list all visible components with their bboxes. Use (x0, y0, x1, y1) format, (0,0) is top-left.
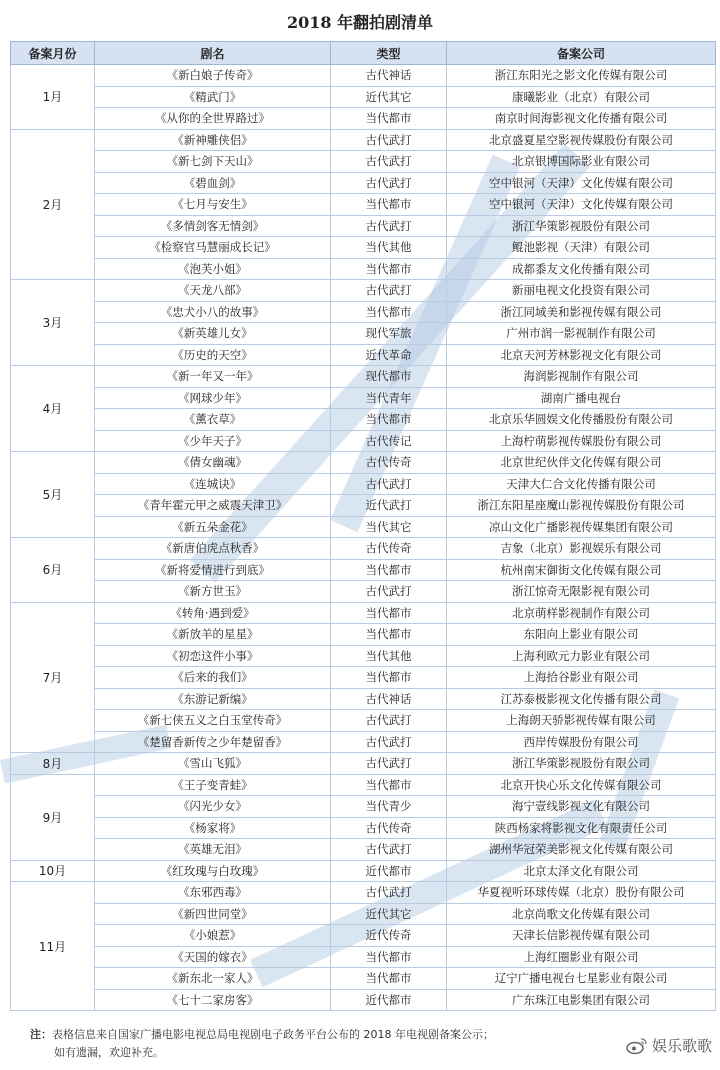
table-row (11, 495, 716, 517)
company-cell: 上海利欧元力影业有限公司 (447, 645, 716, 667)
table-row (11, 452, 716, 474)
drama-title-cell: 《初恋这件小事》 (95, 645, 331, 667)
genre-cell: 当代都市 (331, 624, 447, 646)
month-cell: 11月 (11, 882, 95, 1011)
table-row (11, 774, 716, 796)
table-row (11, 710, 716, 732)
company-cell: 北京银博国际影业有限公司 (447, 151, 716, 173)
genre-cell: 古代武打 (331, 215, 447, 237)
footnote (30, 1026, 590, 1062)
table-header-row (11, 42, 716, 65)
genre-cell: 现代军旅 (331, 323, 447, 345)
drama-title-cell: 《新方世玉》 (95, 581, 331, 603)
table-row (11, 645, 716, 667)
table-row (11, 237, 716, 259)
drama-title-cell: 《少年天子》 (95, 430, 331, 452)
genre-cell: 近代革命 (331, 344, 447, 366)
table-row (11, 344, 716, 366)
genre-cell: 古代武打 (331, 280, 447, 302)
drama-title-cell: 《倩女幽魂》 (95, 452, 331, 474)
table-row (11, 903, 716, 925)
table-row (11, 430, 716, 452)
drama-title-cell: 《小娘惹》 (95, 925, 331, 947)
drama-title-cell: 《精武门》 (95, 86, 331, 108)
genre-cell: 古代神话 (331, 688, 447, 710)
company-cell: 北京尚歌文化传媒有限公司 (447, 903, 716, 925)
drama-title-cell: 《新唐伯虎点秋香》 (95, 538, 331, 560)
company-cell: 辽宁广播电视台七星影业有限公司 (447, 968, 716, 990)
footnote-label: 注： (30, 1028, 52, 1041)
drama-title-cell: 《东游记新编》 (95, 688, 331, 710)
month-cell: 8月 (11, 753, 95, 775)
company-cell: 北京萌样影视制作有限公司 (447, 602, 716, 624)
genre-cell: 古代神话 (331, 65, 447, 87)
genre-cell: 当代其他 (331, 237, 447, 259)
genre-cell: 近代都市 (331, 860, 447, 882)
genre-cell: 近代其它 (331, 903, 447, 925)
company-cell: 天津长信影视传媒有限公司 (447, 925, 716, 947)
drama-title-cell: 《青年霍元甲之威震天津卫》 (95, 495, 331, 517)
genre-cell: 古代武打 (331, 581, 447, 603)
company-cell: 吉象（北京）影视娱乐有限公司 (447, 538, 716, 560)
company-cell: 浙江同域美和影视传媒有限公司 (447, 301, 716, 323)
company-cell: 空中银河（天津）文化传媒有限公司 (447, 194, 716, 216)
drama-title-cell: 《七十二家房客》 (95, 989, 331, 1011)
company-cell: 北京盛夏星空影视传媒股份有限公司 (447, 129, 716, 151)
company-cell: 浙江华策影视股份有限公司 (447, 753, 716, 775)
table-row (11, 882, 716, 904)
header-month: 备案月份 (11, 42, 95, 65)
company-cell: 陕西杨家将影视文化有限责任公司 (447, 817, 716, 839)
table-row (11, 301, 716, 323)
footnote-line-2 (30, 1044, 590, 1062)
genre-cell: 当代都市 (331, 301, 447, 323)
company-cell: 海宁壹线影视文化有限公司 (447, 796, 716, 818)
genre-cell: 当代都市 (331, 946, 447, 968)
table-row (11, 108, 716, 130)
drama-title-cell: 《楚留香新传之少年楚留香》 (95, 731, 331, 753)
table-row (11, 581, 716, 603)
company-cell: 北京乐华圆娱文化传播股份有限公司 (447, 409, 716, 431)
company-cell: 浙江惊奇无限影视有限公司 (447, 581, 716, 603)
drama-title-cell: 《王子变青蛙》 (95, 774, 331, 796)
drama-title-cell: 《新将爱情进行到底》 (95, 559, 331, 581)
table-row (11, 688, 716, 710)
drama-title-cell: 《红玫瑰与白玫瑰》 (95, 860, 331, 882)
table-row (11, 559, 716, 581)
month-cell: 5月 (11, 452, 95, 538)
month-cell: 10月 (11, 860, 95, 882)
table-row (11, 215, 716, 237)
genre-cell: 当代都市 (331, 602, 447, 624)
weibo-watermark (626, 1035, 712, 1056)
header-title: 剧名 (95, 42, 331, 65)
company-cell: 凉山文化广播影视传媒集团有限公司 (447, 516, 716, 538)
drama-title-cell: 《转角·遇到爱》 (95, 602, 331, 624)
drama-title-cell: 《检察官马慧丽成长记》 (95, 237, 331, 259)
table-row (11, 516, 716, 538)
company-cell: 江苏泰极影视文化传播有限公司 (447, 688, 716, 710)
drama-title-cell: 《网球少年》 (95, 387, 331, 409)
footnote-text-1: 表格信息来自国家广播电影电视总局电视剧电子政务平台公布的 2018 年电视剧备案公示； (52, 1028, 494, 1041)
company-cell: 南京时间海影视文化传播有限公司 (447, 108, 716, 130)
header-genre: 类型 (331, 42, 447, 65)
company-cell: 广州市润一影视制作有限公司 (447, 323, 716, 345)
drama-title-cell: 《新神雕侠侣》 (95, 129, 331, 151)
drama-title-cell: 《新东北一家人》 (95, 968, 331, 990)
drama-title-cell: 《薰衣草》 (95, 409, 331, 431)
table-row (11, 968, 716, 990)
company-cell: 空中银河（天津）文化传媒有限公司 (447, 172, 716, 194)
genre-cell: 当代青少 (331, 796, 447, 818)
table-row (11, 989, 716, 1011)
table-row (11, 323, 716, 345)
genre-cell: 古代武打 (331, 129, 447, 151)
table-row (11, 280, 716, 302)
drama-title-cell: 《天龙八部》 (95, 280, 331, 302)
drama-title-cell: 《新一年又一年》 (95, 366, 331, 388)
drama-title-cell: 《英雄无泪》 (95, 839, 331, 861)
company-cell: 康曦影业（北京）有限公司 (447, 86, 716, 108)
genre-cell: 近代武打 (331, 495, 447, 517)
company-cell: 湖州华冠荣美影视文化传媒有限公司 (447, 839, 716, 861)
table-row (11, 538, 716, 560)
genre-cell: 近代都市 (331, 989, 447, 1011)
month-cell: 1月 (11, 65, 95, 130)
table-row (11, 860, 716, 882)
company-cell: 鲲池影视（天津）有限公司 (447, 237, 716, 259)
genre-cell: 古代武打 (331, 753, 447, 775)
genre-cell: 当代都市 (331, 194, 447, 216)
drama-title-cell: 《杨家将》 (95, 817, 331, 839)
drama-title-cell: 《泡芙小姐》 (95, 258, 331, 280)
table-row (11, 65, 716, 87)
company-cell: 浙江华策影视股份有限公司 (447, 215, 716, 237)
table-row (11, 796, 716, 818)
company-cell: 上海红圈影业有限公司 (447, 946, 716, 968)
company-cell: 北京世纪伙伴文化传媒有限公司 (447, 452, 716, 474)
company-cell: 北京太泽文化有限公司 (447, 860, 716, 882)
drama-title-cell: 《新五朵金花》 (95, 516, 331, 538)
genre-cell: 当代青年 (331, 387, 447, 409)
drama-title-cell: 《新英雄儿女》 (95, 323, 331, 345)
drama-table (10, 41, 716, 1011)
footnote-line-1 (30, 1026, 590, 1044)
company-cell: 海润影视制作有限公司 (447, 366, 716, 388)
drama-title-cell: 《从你的全世界路过》 (95, 108, 331, 130)
table-row (11, 387, 716, 409)
table-row (11, 86, 716, 108)
genre-cell: 当代其他 (331, 645, 447, 667)
table-row (11, 473, 716, 495)
month-cell: 3月 (11, 280, 95, 366)
company-cell: 天津大仁合文化传播有限公司 (447, 473, 716, 495)
drama-title-cell: 《东邪西毒》 (95, 882, 331, 904)
genre-cell: 当代都市 (331, 559, 447, 581)
company-cell: 浙江东阳星座魔山影视传媒股份有限公司 (447, 495, 716, 517)
month-cell: 7月 (11, 602, 95, 753)
table-row (11, 817, 716, 839)
watermark-text: 娱乐歌歌 (651, 1037, 712, 1055)
genre-cell: 古代武打 (331, 731, 447, 753)
drama-title-cell: 《碧血剑》 (95, 172, 331, 194)
weibo-icon (626, 1037, 648, 1055)
genre-cell: 古代传奇 (331, 452, 447, 474)
table-row (11, 258, 716, 280)
company-cell: 杭州南宋御街文化传媒有限公司 (447, 559, 716, 581)
genre-cell: 当代都市 (331, 409, 447, 431)
drama-title-cell: 《天国的嫁衣》 (95, 946, 331, 968)
company-cell: 湖南广播电视台 (447, 387, 716, 409)
drama-title-cell: 《新七侠五义之白玉堂传奇》 (95, 710, 331, 732)
table-row (11, 151, 716, 173)
genre-cell: 当代都市 (331, 968, 447, 990)
company-cell: 广东珠江电影集团有限公司 (447, 989, 716, 1011)
drama-title-cell: 《新放羊的星星》 (95, 624, 331, 646)
table-row (11, 366, 716, 388)
table-row (11, 946, 716, 968)
genre-cell: 当代都市 (331, 108, 447, 130)
month-cell: 2月 (11, 129, 95, 280)
table-row (11, 409, 716, 431)
table-row (11, 172, 716, 194)
table-row (11, 839, 716, 861)
drama-title-cell: 《多情剑客无情剑》 (95, 215, 331, 237)
genre-cell: 古代武打 (331, 710, 447, 732)
drama-title-cell: 《历史的天空》 (95, 344, 331, 366)
genre-cell: 古代传记 (331, 430, 447, 452)
table-row (11, 667, 716, 689)
company-cell: 上海朗天骄影视传媒有限公司 (447, 710, 716, 732)
company-cell: 上海拾谷影业有限公司 (447, 667, 716, 689)
genre-cell: 近代其它 (331, 86, 447, 108)
genre-cell: 古代武打 (331, 839, 447, 861)
drama-title-cell: 《新七剑下天山》 (95, 151, 331, 173)
drama-title-cell: 《新白娘子传奇》 (95, 65, 331, 87)
drama-title-cell: 《后来的我们》 (95, 667, 331, 689)
company-cell: 北京天河芳林影视文化有限公司 (447, 344, 716, 366)
table-row (11, 925, 716, 947)
table-row (11, 194, 716, 216)
genre-cell: 古代武打 (331, 151, 447, 173)
footnote-text-2: 如有遗漏，欢迎补充。 (54, 1046, 164, 1059)
company-cell: 成都黍友文化传播有限公司 (447, 258, 716, 280)
genre-cell: 现代都市 (331, 366, 447, 388)
header-company: 备案公司 (447, 42, 716, 65)
month-cell: 4月 (11, 366, 95, 452)
genre-cell: 当代都市 (331, 258, 447, 280)
genre-cell: 古代武打 (331, 473, 447, 495)
company-cell: 浙江东阳光之影文化传媒有限公司 (447, 65, 716, 87)
table-row (11, 753, 716, 775)
company-cell: 东阳向上影业有限公司 (447, 624, 716, 646)
month-cell: 9月 (11, 774, 95, 860)
genre-cell: 当代都市 (331, 667, 447, 689)
company-cell: 新丽电视文化投资有限公司 (447, 280, 716, 302)
table-row (11, 624, 716, 646)
table-row (11, 602, 716, 624)
month-cell: 6月 (11, 538, 95, 603)
drama-title-cell: 《忠犬小八的故事》 (95, 301, 331, 323)
genre-cell: 古代武打 (331, 882, 447, 904)
genre-cell: 古代武打 (331, 172, 447, 194)
drama-title-cell: 《七月与安生》 (95, 194, 331, 216)
drama-title-cell: 《新四世同堂》 (95, 903, 331, 925)
company-cell: 西岸传媒股份有限公司 (447, 731, 716, 753)
genre-cell: 古代传奇 (331, 538, 447, 560)
table-row (11, 731, 716, 753)
drama-title-cell: 《闪光少女》 (95, 796, 331, 818)
table-body (11, 65, 716, 1011)
drama-title-cell: 《连城诀》 (95, 473, 331, 495)
table-row (11, 129, 716, 151)
company-cell: 北京开快心乐文化传媒有限公司 (447, 774, 716, 796)
company-cell: 上海柠萌影视传媒股份有限公司 (447, 430, 716, 452)
company-cell: 华夏视听环球传媒（北京）股份有限公司 (447, 882, 716, 904)
genre-cell: 近代传奇 (331, 925, 447, 947)
genre-cell: 当代其它 (331, 516, 447, 538)
page-title: 2018 年翻拍剧清单 (286, 13, 434, 32)
drama-title-cell: 《雪山飞狐》 (95, 753, 331, 775)
genre-cell: 古代传奇 (331, 817, 447, 839)
genre-cell: 当代都市 (331, 774, 447, 796)
